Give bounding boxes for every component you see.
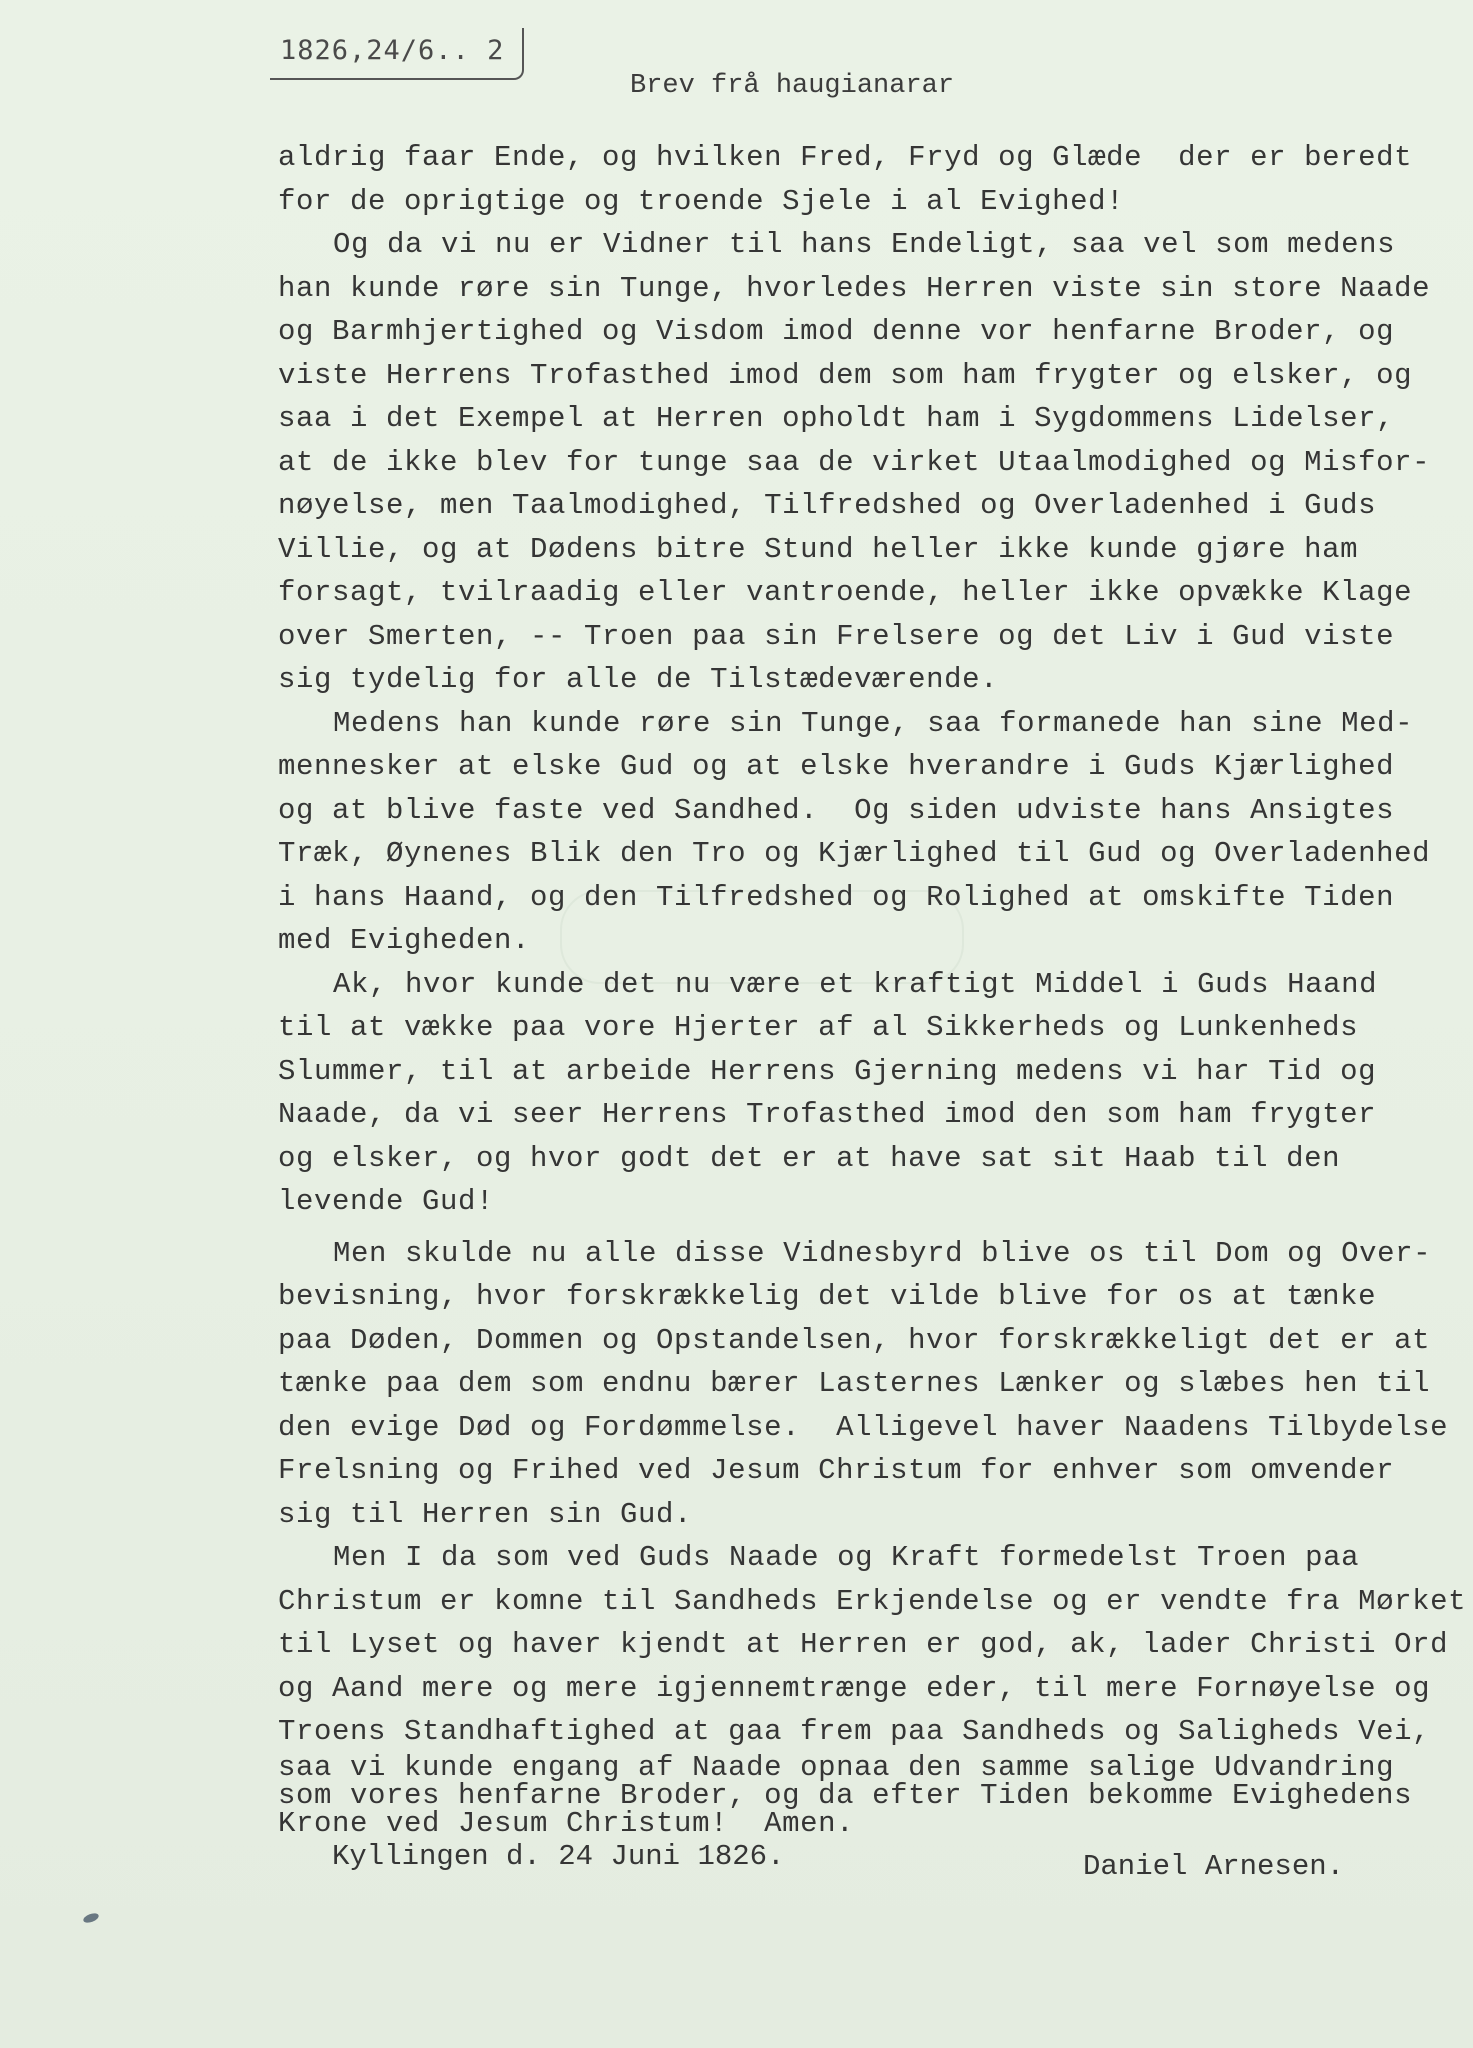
- letter-body: [278, 136, 1467, 1840]
- body-line: Medens han kunde røre sin Tunge, saa formanede han sine Med-: [333, 706, 1414, 740]
- body-line: bevisning, hvor forskrækkelig det vilde blive for os at tænke: [278, 1280, 1377, 1313]
- body-line: Slummer, til at arbeide Herrens Gjerning medens vi har Tid og: [278, 1054, 1377, 1088]
- body-line: Villie, og at Dødens bitre Stund heller ikke kunde gjøre ham: [278, 532, 1359, 566]
- body-line: paa Døden, Dommen og Opstandelsen, hvor forskrækkeligt det er at: [278, 1323, 1431, 1357]
- body-line: sig tydelig for alle de Tilstædeværende.: [278, 663, 999, 696]
- body-line: nøyelse, men Taalmodighed, Tilfredshed og Overladenhed i Guds: [278, 489, 1377, 522]
- body-line: Frelsning og Frihed ved Jesum Christum for enhver som omvender: [278, 1454, 1395, 1487]
- body-line: den evige Død og Fordømmelse. Alligevel haver Naadens Tilbydelse: [278, 1410, 1449, 1444]
- ink-smudge: [82, 1912, 100, 1925]
- body-line: og elsker, og hvor godt det er at have sat sit Haab til den: [278, 1141, 1341, 1175]
- body-line: han kunde røre sin Tunge, hvorledes Herren viste sin store Naade: [278, 271, 1431, 305]
- body-line: Naade, da vi seer Herrens Trofasthed imod den som ham frygter: [278, 1098, 1377, 1131]
- body-line: for de oprigtige og troende Sjele i al Evighed!: [278, 184, 1125, 218]
- body-line: som vores henfarne Broder, og da efter Tiden bekomme Evighedens: [278, 1778, 1413, 1812]
- body-line: Men I da som ved Guds Naade og Kraft formedelst Troen paa: [333, 1541, 1360, 1574]
- body-line: og Aand mere og mere igjennemtrænge eder, til mere Fornøyelse og: [278, 1671, 1431, 1705]
- body-line: forsagt, tvilraadig eller vantroende, heller ikke opvække Klage: [278, 576, 1413, 609]
- body-line: Og da vi nu er Vidner til hans Endeligt, saa vel som medens: [333, 228, 1396, 261]
- body-line: til Lyset og haver kjendt at Herren er god, ak, lader Christi Ord: [278, 1628, 1449, 1661]
- body-line: saa i det Exempel at Herren opholdt ham i Sygdommens Lidelser,: [278, 402, 1395, 435]
- signature: Daniel Arnesen.: [1083, 1850, 1345, 1883]
- body-line: til at vække paa vore Hjerter af al Sikkerheds og Lunkenheds: [278, 1011, 1359, 1044]
- place-and-date: Kyllingen d. 24 Juni 1826.: [332, 1840, 785, 1873]
- body-line: med Evigheden.: [278, 924, 531, 957]
- body-line: saa vi kunde engang af Naade opnaa den samme salige Udvandring: [278, 1750, 1395, 1784]
- body-line: Men skulde nu alle disse Vidnesbyrd blive os til Dom og Over-: [333, 1236, 1432, 1270]
- body-line: aldrig faar Ende, og hvilken Fred, Fryd og Glæde der er beredt: [278, 141, 1413, 174]
- archive-reference: 1826,24/6.. 2: [270, 28, 524, 80]
- body-line: mennesker at elske Gud og at elske hverandre i Guds Kjærlighed: [278, 750, 1395, 783]
- body-line: og at blive faste ved Sandhed. Og siden udviste hans Ansigtes: [278, 793, 1395, 827]
- body-line: over Smerten, -- Troen paa sin Frelsere og det Liv i Gud viste: [278, 619, 1395, 653]
- body-line: Troens Standhaftighed at gaa frem paa Sandheds og Saligheds Vei,: [278, 1715, 1431, 1748]
- body-line: at de ikke blev for tunge saa de virket Utaalmodighed og Misfor-: [278, 445, 1431, 479]
- body-line: Christum er komne til Sandheds Erkjendelse og er vendte fra Mørket: [278, 1584, 1467, 1618]
- body-line: levende Gud!: [278, 1185, 495, 1218]
- body-line: Krone ved Jesum Christum! Amen.: [278, 1806, 855, 1840]
- body-line: Ak, hvor kunde det nu være et kraftigt Middel i Guds Haand: [333, 967, 1378, 1001]
- body-line: Træk, Øynenes Blik den Tro og Kjærlighed til Gud og Overladenhed: [278, 837, 1431, 870]
- body-line: tænke paa dem som endnu bærer Lasternes Lænker og slæbes hen til: [278, 1367, 1431, 1400]
- body-line: i hans Haand, og den Tilfredshed og Rolighed at omskifte Tiden: [278, 880, 1395, 914]
- body-line: sig til Herren sin Gud.: [278, 1497, 693, 1531]
- body-line: og Barmhjertighed og Visdom imod denne vor henfarne Broder, og: [278, 315, 1395, 348]
- body-line: viste Herrens Trofasthed imod dem som ham frygter og elsker, og: [278, 358, 1413, 392]
- document-title: Brev frå haugianarar: [630, 71, 955, 101]
- letter-footer: [0, 1835, 1473, 1883]
